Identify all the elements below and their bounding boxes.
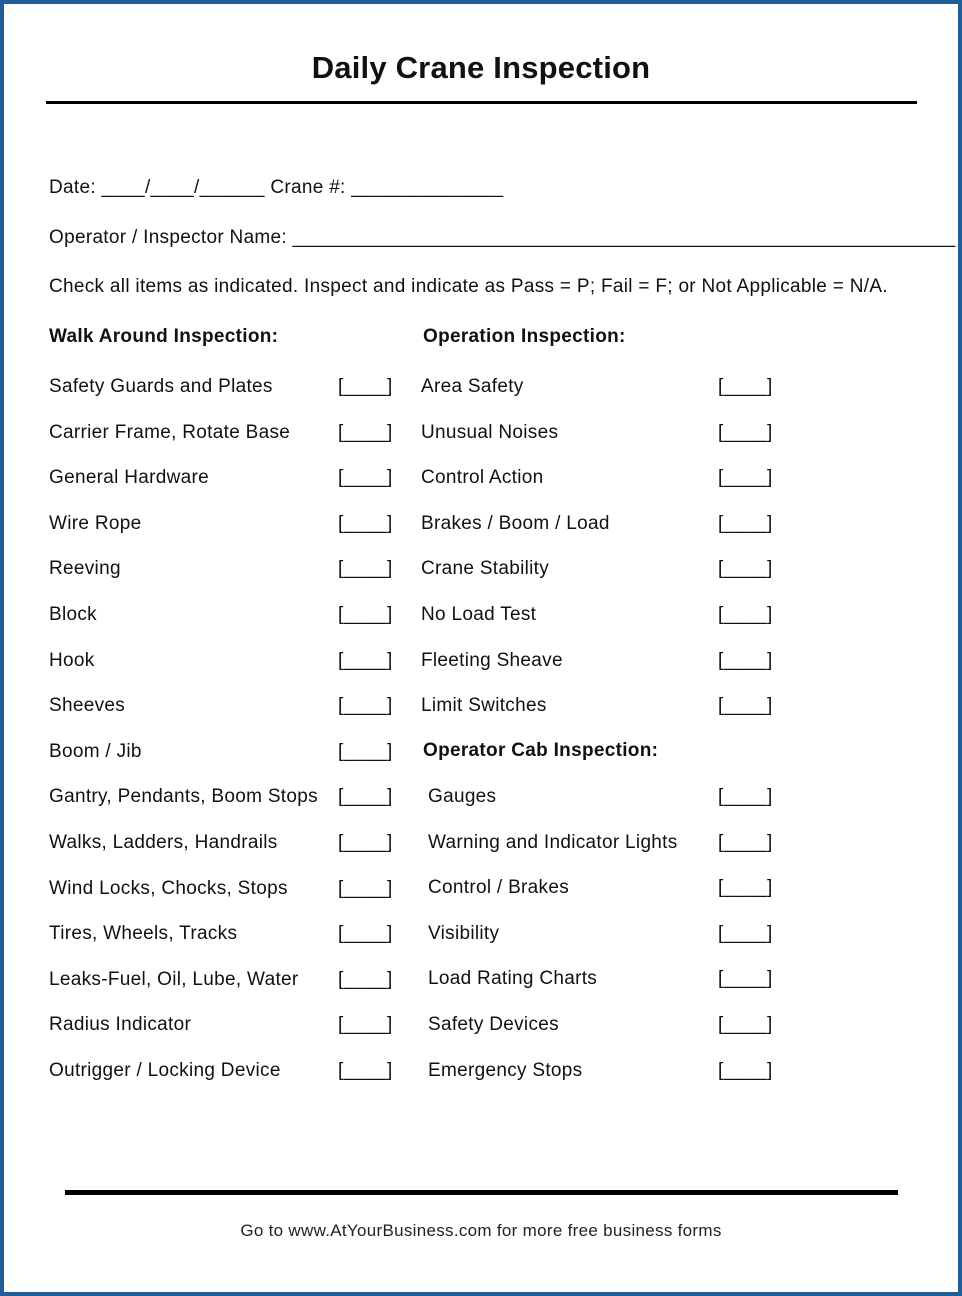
checklist-row (49, 604, 408, 630)
checklist-item-label: Wire Rope (49, 512, 142, 534)
checklist-item-label: Limit Switches (421, 695, 547, 717)
pass-fail-entry-box[interactable]: [____] (338, 923, 393, 945)
checklist-item-label: Load Rating Charts (428, 968, 598, 990)
checklist-item-label: General Hardware (49, 467, 210, 489)
checklist-item-label: Outrigger / Locking Device (49, 1060, 281, 1081)
form-title: Daily Crane Inspection (311, 50, 651, 85)
pass-fail-entry-box[interactable]: [____] (338, 467, 393, 489)
checklist-row (421, 650, 788, 676)
checklist-item-label: Fleeting Sheave (421, 649, 563, 671)
checklist-item-label: Unusual Noises (421, 421, 559, 443)
checklist-item-label: Block (49, 604, 97, 625)
checklist-row (49, 1060, 408, 1086)
pass-fail-entry-box[interactable]: [____] (718, 604, 773, 625)
checklist-row (428, 1014, 788, 1040)
operator-cab-heading: Operator Cab Inspection: (423, 740, 659, 761)
checklist-item-label: Boom / Jib (49, 740, 142, 762)
checklist-item-label: Carrier Frame, Rotate Base (49, 421, 291, 443)
pass-fail-entry-box[interactable]: [____] (338, 1060, 393, 1081)
checklist-item-label: Radius Indicator (49, 1014, 192, 1036)
checklist-item-label: Walks, Ladders, Handrails (49, 832, 278, 853)
checklist-row (428, 877, 788, 903)
checklist-row (49, 650, 408, 676)
pass-fail-entry-box[interactable]: [____] (338, 968, 393, 990)
instructions-text: Check all items as indicated. Inspect and indicate as Pass = P; Fail = F; or Not Applicable = N/A. (49, 276, 888, 297)
date-crane-field[interactable]: Date: ____/____/______ Crane #: ______________ (49, 177, 504, 198)
checklist-item-label: No Load Test (421, 604, 537, 625)
pass-fail-entry-box[interactable]: [____] (338, 832, 393, 853)
pass-fail-entry-box[interactable]: [____] (718, 649, 773, 671)
pass-fail-entry-box[interactable]: [____] (338, 421, 393, 443)
footer-divider (65, 1190, 898, 1195)
pass-fail-entry-box[interactable]: [____] (718, 968, 773, 990)
checklist-row (49, 376, 408, 402)
checklist-item-label: Gauges (428, 786, 497, 807)
checklist-item-label: Tires, Wheels, Tracks (49, 923, 238, 945)
pass-fail-entry-box[interactable]: [____] (718, 467, 773, 489)
checklist-item-label: Gantry, Pendants, Boom Stops (49, 786, 318, 808)
checklist-item-label: Warning and Indicator Lights (428, 831, 678, 853)
pass-fail-entry-box[interactable]: [____] (338, 740, 393, 762)
pass-fail-entry-box[interactable]: [____] (718, 512, 773, 534)
checklist-row (49, 786, 408, 812)
checklist-item-label: Brakes / Boom / Load (421, 512, 610, 534)
checklist-row (49, 558, 408, 584)
checklist-row (421, 695, 788, 721)
checklist-row (421, 376, 788, 402)
pass-fail-entry-box[interactable]: [____] (718, 786, 773, 807)
pass-fail-entry-box[interactable]: [____] (718, 831, 773, 853)
pass-fail-entry-box[interactable]: [____] (338, 512, 393, 534)
title-divider (46, 101, 917, 104)
checklist-row (49, 513, 408, 539)
operation-heading: Operation Inspection: (423, 326, 626, 347)
checklist-item-label: Sheeves (49, 695, 126, 717)
checklist-item-label: Area Safety (421, 376, 524, 397)
footer-text: Go to www.AtYourBusiness.com for more free business forms (240, 1221, 722, 1240)
pass-fail-entry-box[interactable]: [____] (718, 877, 773, 899)
pass-fail-entry-box[interactable]: [____] (718, 1059, 773, 1081)
walk-around-heading: Walk Around Inspection: (49, 326, 279, 347)
checklist-row (49, 1014, 408, 1040)
pass-fail-entry-box[interactable]: [____] (338, 558, 393, 580)
checklist-item-label: Emergency Stops (428, 1059, 583, 1081)
checklist-row (428, 786, 788, 812)
checklist-item-label: Reeving (49, 558, 121, 580)
pass-fail-entry-box[interactable]: [____] (718, 376, 773, 397)
checklist-row (49, 467, 408, 493)
checklist-row (421, 422, 788, 448)
checklist-row (49, 878, 408, 904)
checklist-row (49, 923, 408, 949)
checklist-row (428, 968, 788, 994)
checklist-row (421, 467, 788, 493)
checklist-row (49, 832, 408, 858)
pass-fail-entry-box[interactable]: [____] (718, 922, 773, 944)
checklist-row (49, 422, 408, 448)
checklist-row (421, 558, 788, 584)
checklist-item-label: Control / Brakes (428, 877, 570, 899)
pass-fail-entry-box[interactable]: [____] (338, 786, 393, 808)
checklist-item-label: Visibility (428, 922, 500, 944)
checklist-item-label: Safety Guards and Plates (49, 376, 273, 397)
checklist-row (49, 741, 408, 767)
checklist-item-label: Crane Stability (421, 558, 550, 580)
pass-fail-entry-box[interactable]: [____] (718, 695, 773, 717)
operator-name-field[interactable]: Operator / Inspector Name: _____________________________________________________________ (49, 227, 956, 248)
pass-fail-entry-box[interactable]: [____] (718, 1014, 773, 1035)
checklist-item-label: Wind Locks, Chocks, Stops (49, 877, 288, 899)
checklist-item-label: Control Action (421, 467, 544, 489)
checklist-item-label: Hook (49, 649, 95, 671)
checklist-item-label: Leaks-Fuel, Oil, Lube, Water (49, 968, 299, 990)
pass-fail-entry-box[interactable]: [____] (338, 376, 393, 397)
checklist-item-label: Safety Devices (428, 1014, 559, 1035)
pass-fail-entry-box[interactable]: [____] (338, 695, 393, 717)
pass-fail-entry-box[interactable]: [____] (718, 421, 773, 443)
checklist-row (428, 832, 788, 858)
pass-fail-entry-box[interactable]: [____] (718, 558, 773, 580)
checklist-row (421, 513, 788, 539)
pass-fail-entry-box[interactable]: [____] (338, 649, 393, 671)
pass-fail-entry-box[interactable]: [____] (338, 1014, 393, 1036)
checklist-row (49, 695, 408, 721)
checklist-row (421, 604, 788, 630)
pass-fail-entry-box[interactable]: [____] (338, 877, 393, 899)
checklist-row (49, 969, 408, 995)
pass-fail-entry-box[interactable]: [____] (338, 604, 393, 625)
checklist-row (428, 1060, 788, 1086)
checklist-row (428, 923, 788, 949)
